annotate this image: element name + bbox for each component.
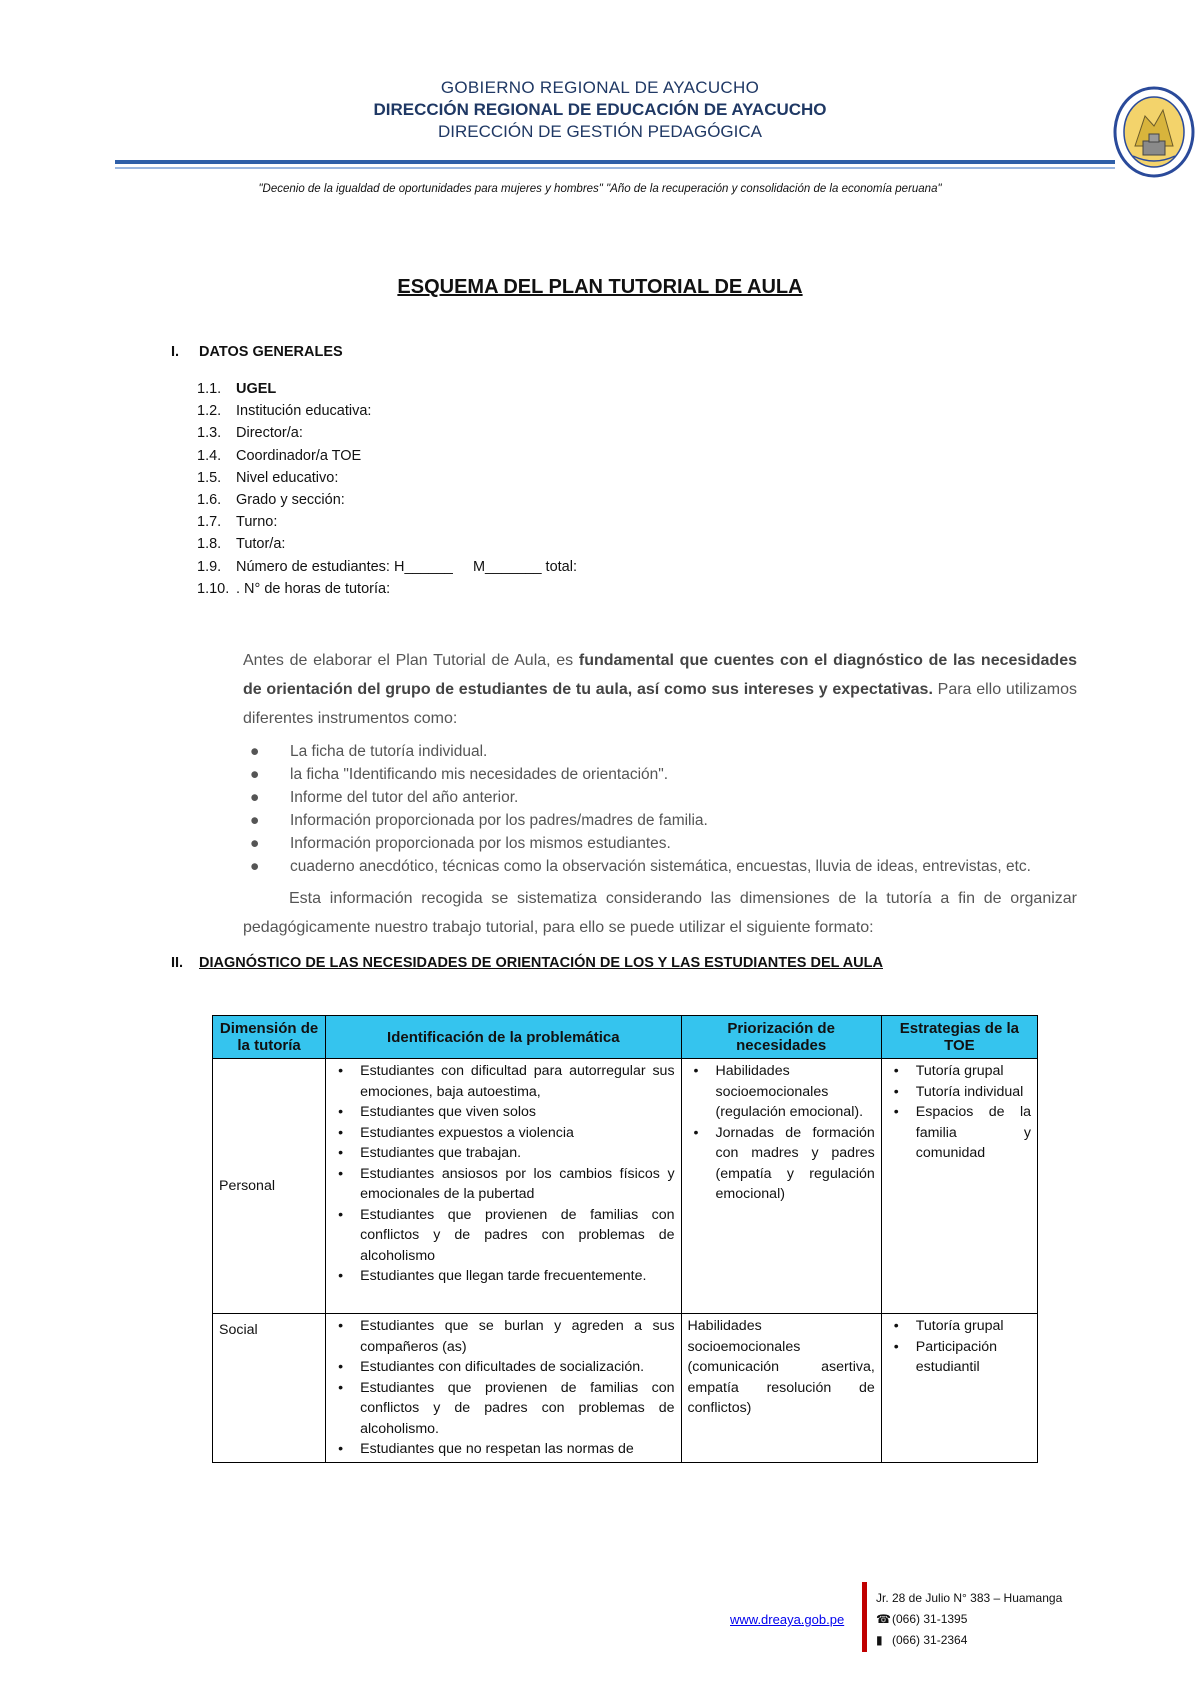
list-item: ● cuaderno anecdótico, técnicas como la observación sistemática, encuestas, lluvia de ideas, entrevistas, etc. bbox=[250, 855, 1031, 878]
dimension-cell: Social bbox=[213, 1314, 326, 1463]
item-number: 1.2. bbox=[197, 403, 222, 420]
intro-end: Para ello utilizamos diferentes instrumentos como: bbox=[243, 681, 1078, 727]
item-label: Director/a: bbox=[236, 425, 303, 442]
list-item: ● la ficha "Identificando mis necesidades de orientación". bbox=[250, 763, 1031, 786]
phone-icon: ☎ bbox=[876, 1612, 891, 1626]
header-line-2: DIRECCIÓN REGIONAL DE EDUCACIÓN DE AYACUCHO bbox=[373, 100, 827, 119]
list-item: • Tutoría grupal bbox=[916, 1316, 1031, 1337]
data-item-horas bbox=[197, 578, 577, 600]
header-problem: Identificación de la problemática bbox=[326, 1016, 681, 1059]
data-item-tutor bbox=[197, 533, 577, 555]
item-number: 1.6. bbox=[197, 492, 222, 509]
item-number: 1.4. bbox=[197, 447, 222, 464]
list-item: ● Información proporcionada por los padres/madres de familia. bbox=[250, 809, 1031, 832]
item-label: Nivel educativo: bbox=[236, 469, 339, 486]
instrument-list bbox=[250, 740, 1031, 878]
problems-cell bbox=[326, 1314, 681, 1463]
header-line-3: DIRECCIÓN DE GESTIÓN PEDAGÓGICA bbox=[438, 122, 762, 141]
data-item-ugel bbox=[197, 378, 577, 400]
table-header-row bbox=[213, 1016, 1038, 1059]
item-number: 1.5. bbox=[197, 469, 222, 486]
bullet-icon: ● bbox=[250, 835, 260, 852]
list-item: • Estudiantes que trabajan. bbox=[360, 1143, 674, 1164]
item-label: Número de estudiantes: H______ M_______ total: bbox=[236, 558, 577, 575]
list-item: • Habilidades socioemocionales (regulación emocional). bbox=[716, 1061, 875, 1123]
bullet-icon: ● bbox=[250, 743, 260, 760]
list-item: • Estudiantes con dificultad para autorregular sus emociones, baja autoestima, bbox=[360, 1061, 674, 1102]
item-number: 1.10. bbox=[197, 580, 230, 597]
list-item: • Estudiantes que provienen de familias con conflictos y de padres con problemas de alcoholismo bbox=[360, 1205, 674, 1267]
section-2-heading bbox=[171, 955, 883, 971]
needs-cell: Habilidades socioemocionales (comunicación asertiva, empatía resolución de conflictos) bbox=[681, 1314, 881, 1463]
footer-phone-2: ▮ (066) 31-2364 bbox=[876, 1630, 1062, 1651]
table-row bbox=[213, 1314, 1038, 1463]
slogan: "Decenio de la igualdad de oportunidades para mujeres y hombres" "Año de la recuperación y consolidación de la economía peruana" bbox=[258, 183, 942, 195]
data-item-director bbox=[197, 422, 577, 444]
header-needs: Priorización de necesidades bbox=[681, 1016, 881, 1059]
list-item: • Jornadas de formación con madres y padres (empatía y regulación emocional) bbox=[716, 1123, 875, 1205]
item-number: 1.9. bbox=[197, 558, 222, 575]
item-number: 1.3. bbox=[197, 425, 222, 442]
list-item: ● Información proporcionada por los mismos estudiantes. bbox=[250, 832, 1031, 855]
list-item: • Participación estudiantil bbox=[916, 1337, 1031, 1378]
diagnosis-table bbox=[212, 1015, 1038, 1463]
bullet-icon: ● bbox=[250, 766, 260, 783]
item-number: 1.1. bbox=[197, 381, 222, 397]
data-item-nivel bbox=[197, 467, 577, 489]
strategies-cell bbox=[881, 1059, 1037, 1314]
item-label: UGEL bbox=[236, 381, 277, 397]
list-item: • Estudiantes que se burlan y agreden a sus compañeros (as) bbox=[360, 1316, 674, 1357]
item-label: Turno: bbox=[236, 514, 278, 531]
data-item-grado bbox=[197, 489, 577, 511]
footer-bar bbox=[862, 1582, 867, 1652]
item-label: Coordinador/a TOE bbox=[236, 447, 362, 464]
bullet-icon: ● bbox=[250, 789, 260, 806]
data-item-turno bbox=[197, 511, 577, 533]
list-item: ● Informe del tutor del año anterior. bbox=[250, 786, 1031, 809]
list-item: • Estudiantes que no respetan las normas de bbox=[360, 1439, 674, 1460]
list-item: • Estudiantes ansiosos por los cambios físicos y emocionales de la pubertad bbox=[360, 1164, 674, 1205]
item-label: Tutor/a: bbox=[236, 536, 286, 553]
list-item: • Estudiantes que viven solos bbox=[360, 1102, 674, 1123]
general-data-list bbox=[197, 378, 577, 600]
section-1-title: DATOS GENERALES bbox=[199, 344, 343, 360]
section-2-title: DIAGNÓSTICO DE LAS NECESIDADES DE ORIENTACIÓN DE LOS Y LAS ESTUDIANTES DEL AULA bbox=[199, 955, 883, 971]
document-title: ESQUEMA DEL PLAN TUTORIAL DE AULA bbox=[397, 276, 803, 298]
website-link[interactable]: www.dreaya.gob.pe bbox=[730, 1612, 845, 1627]
problems-cell bbox=[326, 1059, 681, 1314]
dimension-cell: Personal bbox=[213, 1059, 326, 1314]
list-item: • Estudiantes con dificultades de socialización. bbox=[360, 1357, 674, 1378]
header-rule-thin bbox=[115, 167, 1115, 169]
strategies-cell bbox=[881, 1314, 1037, 1463]
header-strategies: Estrategias de la TOE bbox=[881, 1016, 1037, 1059]
table-row bbox=[213, 1059, 1038, 1314]
list-item: • Espacios de la familia y comunidad bbox=[916, 1102, 1031, 1164]
header-line-1: GOBIERNO REGIONAL DE AYACUCHO bbox=[440, 78, 760, 97]
systematize-paragraph: Esta información recogida se sistematiza considerando las dimensiones de la tutoría a fin de organizar pedagógicamente nuestro trabajo tutorial, para ello se puede utilizar el siguiente formato: bbox=[243, 890, 1077, 936]
section-1-heading bbox=[171, 344, 343, 360]
footer-phone-1: ☎(066) 31-1395 bbox=[876, 1609, 1062, 1630]
needs-cell bbox=[681, 1059, 881, 1314]
bullet-icon: ● bbox=[250, 858, 260, 875]
data-item-coordinador bbox=[197, 445, 577, 467]
intro-paragraph bbox=[243, 646, 1077, 733]
item-label: Grado y sección: bbox=[236, 492, 345, 509]
header-rule bbox=[115, 160, 1115, 164]
list-item: • Estudiantes expuestos a violencia bbox=[360, 1123, 674, 1144]
list-item: • Estudiantes que llegan tarde frecuentemente. bbox=[360, 1266, 674, 1287]
section-2-number: II. bbox=[171, 955, 184, 971]
header-dimension: Dimensión de la tutoría bbox=[213, 1016, 326, 1059]
footer-address: Jr. 28 de Julio N° 383 – Huamanga bbox=[876, 1591, 1063, 1605]
item-number: 1.8. bbox=[197, 536, 222, 553]
intro-bold: fundamental que cuentes con el diagnóstico de las necesidades de orientación del grupo de estudiantes de tu aula, así como sus intereses y expectativas. bbox=[243, 652, 1077, 698]
intro-start: Antes de elaborar el Plan Tutorial de Aula, es bbox=[243, 652, 579, 669]
data-item-institucion bbox=[197, 400, 577, 422]
list-item: • Estudiantes que provienen de familias con conflictos y de padres con problemas de alcoholismo. bbox=[360, 1378, 674, 1440]
fax-icon: ▮ bbox=[876, 1633, 883, 1647]
bullet-icon: ● bbox=[250, 812, 260, 829]
section-1-number: I. bbox=[171, 344, 180, 360]
item-label: . N° de horas de tutoría: bbox=[236, 580, 391, 597]
list-item: ● La ficha de tutoría individual. bbox=[250, 740, 1031, 763]
item-number: 1.7. bbox=[197, 514, 222, 531]
footer-contact bbox=[876, 1588, 1062, 1651]
list-item: • Tutoría individual bbox=[916, 1082, 1031, 1103]
data-item-estudiantes bbox=[197, 556, 577, 578]
item-label: Institución educativa: bbox=[236, 403, 372, 420]
regional-seal-logo bbox=[1113, 86, 1195, 178]
list-item: • Tutoría grupal bbox=[916, 1061, 1031, 1082]
